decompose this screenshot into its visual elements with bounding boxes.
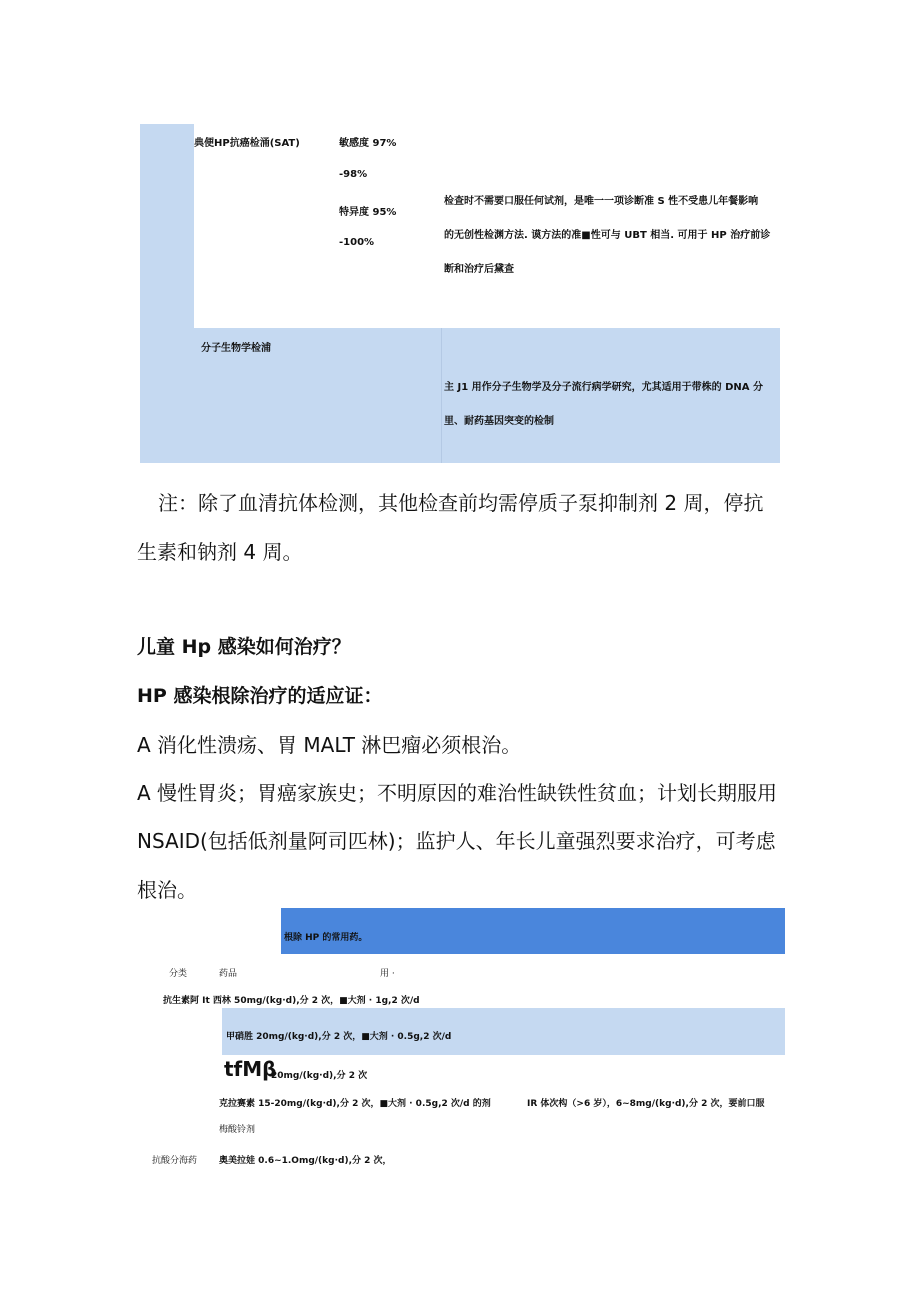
row1-desc-3: 断和治疗后黛查 <box>444 264 514 275</box>
row-ir: IR 体次构（>6 岁），6~8mg/(kg·d),分 2 次，要前口服 <box>527 1099 765 1109</box>
table1-row2-shade <box>194 328 780 463</box>
row1-perf-4: -100% <box>339 237 375 248</box>
row-tfm-small: 20mg/(kg·d),分 2 次 <box>271 1071 368 1081</box>
row2-desc-1: 主 J1 用作分子生物学及分子流行病学研究，尤其适用于带株的 DNA 分 <box>444 382 764 393</box>
row2-desc-2: 里、耐药基因突变的检制 <box>444 416 554 427</box>
table2-title: 根除 HP 的常用药。 <box>284 933 368 943</box>
indication-2-line-2: NSAID(包括低剂量阿司匹林)；监护人、年长儿童强烈要求治疗，可考虑 <box>137 829 776 853</box>
header-category: 分类 <box>169 969 188 979</box>
row2-method: 分子生物学检浦 <box>201 343 271 354</box>
row1-perf-1: 敏感度 97% <box>339 138 397 149</box>
row-omeprazole: 奥美拉娃 0.6~1.Omg/(kg·d),分 2 次， <box>219 1156 392 1166</box>
row1-perf-3: 特异度 95% <box>339 207 397 218</box>
header-drug: 药品 <box>219 969 238 979</box>
note-line-1: 注：除了血清抗体检测，其他检查前均需停质子泵抑制剂 2 周，停抗 <box>158 491 764 515</box>
row-clarithromycin: 克拉赛素 15-20mg/(kg·d),分 2 次，■大剂 · 0.5g,2 次/d 的剂 <box>219 1099 491 1109</box>
table1-cell-divider <box>441 328 442 463</box>
row1-desc-2: 的无创性检渊方法. 谟方法的准■性可与 UBT 相当. 可用于 HP 治疗前诊 <box>444 230 771 241</box>
indication-2-line-3: 根治。 <box>137 878 197 902</box>
indication-2-line-1: A 慢性胃炎；胃癌家族史；不明原因的难治性缺铁性贫血；计划长期服用 <box>137 781 778 805</box>
row1-perf-2: -98% <box>339 169 368 180</box>
row1-method: 典便HP抗癌检涌(SAT) <box>194 138 300 149</box>
heading-treatment: 儿童 Hp 感染如何治疗？ <box>137 636 351 658</box>
indication-1: A 消化性溃疡、胃 MALT 淋巴瘤必须根治。 <box>137 733 522 757</box>
row1-desc-1: 检查时不需要口服任何试剂，是唯一一项诊断准 S 性不受患儿年餐影响 <box>444 196 759 207</box>
row-bismuth: 梅酸铃剂 <box>219 1125 256 1135</box>
table1-left-column-shade <box>140 124 194 463</box>
row-acid-category: 抗酸分海药 <box>152 1156 198 1166</box>
row-metronidazole: 甲硝胜 20mg/(kg·d),分 2 次，■大剂 · 0.5g,2 次/d <box>226 1032 452 1042</box>
row-tfm-large: tfMβ <box>224 1057 277 1081</box>
note-line-2: 生素和钠剂 4 周。 <box>137 540 303 564</box>
heading-indications: HP 感染根除治疗的适应证： <box>137 685 383 707</box>
header-usage: 用 · <box>380 969 395 979</box>
row-antibiotic: 抗生素阿 It 西林 50mg/(kg·d),分 2 次，■大剂 · 1g,2 次/d <box>163 996 420 1006</box>
